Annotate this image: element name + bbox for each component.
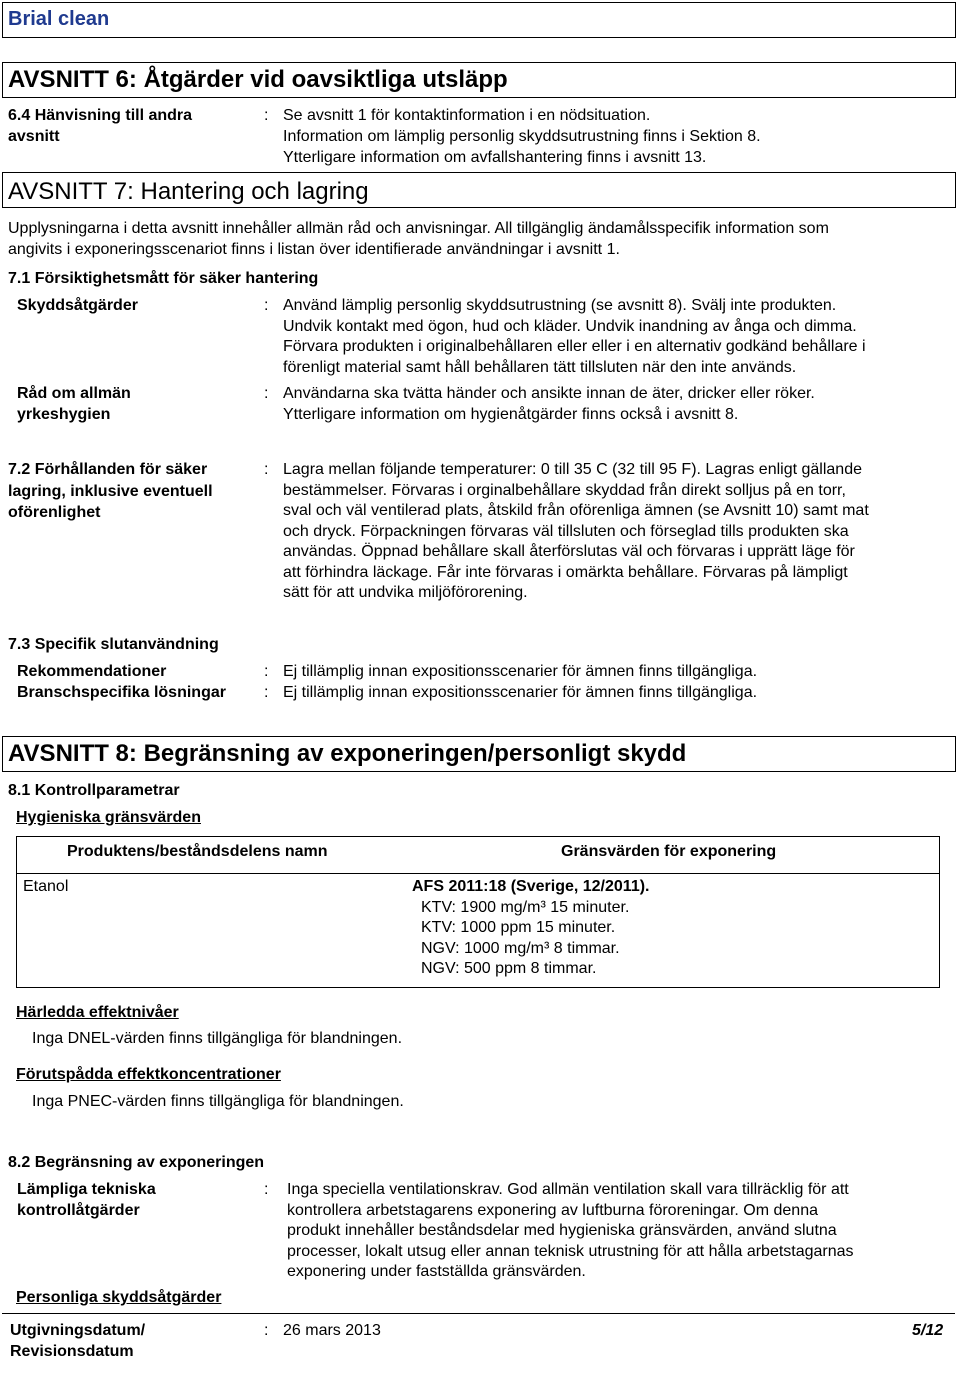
s6-ref-label-2: avsnitt	[8, 128, 60, 145]
pnec-heading: Förutspådda effektkoncentrationer	[16, 1066, 281, 1083]
footer-date-label-1: Utgivningsdatum/	[10, 1322, 146, 1339]
pers-heading: Personliga skyddsåtgärder	[16, 1289, 222, 1306]
product-name: Brial clean	[8, 8, 110, 30]
tek-label-1: Lämpliga tekniska	[17, 1181, 156, 1198]
tek-line-3: produkt innehåller beståndsdelar med hygieniska gränsvärden, använd slutna	[287, 1222, 837, 1239]
rad-line-1: Användarna ska tvätta händer och ansikte innan de äter, dricker eller röker.	[283, 385, 815, 402]
skydd-line-2: Undvik kontakt med ögon, hud och kläder. Undvik inandning av ånga och dimma.	[283, 318, 857, 335]
rek-value: Ej tillämplig innan expositionsscenarier för ämnen finns tillgängliga.	[283, 663, 758, 680]
h72-line-4: och dryck. Förpackningen förvaras väl tillsluten och förseglad tills produkten ska	[283, 523, 849, 540]
footer-divider	[2, 1313, 955, 1314]
limit-table	[16, 836, 940, 988]
rek-label: Rekommendationer	[17, 663, 167, 680]
pnec-text: Inga PNEC-värden finns tillgängliga för blandningen.	[32, 1093, 404, 1110]
h72-line-7: sätt för att undvika miljöförorening.	[283, 584, 528, 601]
rad-label-2: yrkeshygien	[17, 406, 111, 423]
skydd-line-3: Förvara produkten i originalbehållaren eller eller i en alternativ godkänd behållare i	[283, 338, 866, 355]
table-col1-header: Produktens/beståndsdelens namn	[67, 843, 328, 860]
h72-line-2: bestämmelser. Förvaras i orginalbehållare skyddad från direkt solljus på en torr,	[283, 482, 846, 499]
table-col2-header: Gränsvärden för exponering	[561, 843, 777, 860]
h82-heading: 8.2 Begränsning av exponeringen	[8, 1154, 265, 1171]
h72-line-5: användas. Öppnad behållare skall återförslutas väl och förvaras i upprätt läge för	[283, 543, 855, 560]
tek-line-4: processer, lokalt utsug eller annan teknisk utrustning för att hålla arbetstagarnas	[287, 1243, 854, 1260]
rad-line-2: Ytterligare information om hygienåtgärder finns också i avsnitt 8.	[283, 406, 739, 423]
bransch-value: Ej tillämplig innan expositionsscenarier för ämnen finns tillgängliga.	[283, 684, 758, 701]
s6-ref-line-2: Information om lämplig personlig skyddsutrustning finns i Sektion 8.	[283, 128, 761, 145]
colon: :	[264, 663, 269, 680]
h72-line-6: att förhindra läckage. Får inte förvaras i omärkta behållare. Förvaras på lämpligt	[283, 564, 848, 581]
h72-label-2: lagring, inklusive eventuell	[8, 483, 213, 500]
h72-line-1: Lagra mellan följande temperaturer: 0 till 35 C (32 till 95 F). Lagras enligt gällande	[283, 461, 862, 478]
s7-intro-1: Upplysningarna i detta avsnitt innehåller allmän råd och anvisningar. All tillgänglig ändamålsspecifik information som	[8, 220, 829, 237]
skydd-label: Skyddsåtgärder	[17, 297, 138, 314]
colon: :	[264, 461, 269, 478]
table-row-line-5: NGV: 500 ppm 8 timmar.	[421, 960, 597, 977]
h72-line-3: sval och väl ventilerad plats, åtskild från oförenliga ämnen (se Avsnitt 10) samt mat	[283, 502, 869, 519]
section-7-title: AVSNITT 7: Hantering och lagring	[8, 178, 369, 205]
bransch-label: Branschspecifika lösningar	[17, 684, 226, 701]
colon: :	[264, 297, 269, 314]
h81-heading: 8.1 Kontrollparametrar	[8, 782, 180, 799]
s6-ref-label-1: 6.4 Hänvisning till andra	[8, 107, 193, 124]
section-6-title: AVSNITT 6: Åtgärder vid oavsiktliga utsläpp	[8, 66, 508, 93]
colon: :	[264, 1322, 269, 1339]
page-number: 5/12	[912, 1322, 944, 1339]
dnel-heading: Härledda effektnivåer	[16, 1004, 179, 1021]
s7-intro-2: angivits i exponeringsscenariot finns i listan över identifierade användningar i avsnitt 1.	[8, 241, 620, 258]
skydd-line-1: Använd lämplig personlig skyddsutrustning (se avsnitt 8). Svälj inte produkten.	[283, 297, 837, 314]
h72-label-1: 7.2 Förhållanden för säker	[8, 461, 208, 478]
header-bar	[2, 2, 956, 38]
table-row-line-2: KTV: 1900 mg/m³ 15 minuter.	[421, 899, 630, 916]
section-8-title: AVSNITT 8: Begränsning av exponeringen/personligt skydd	[8, 740, 687, 767]
tek-label-2: kontrollåtgärder	[17, 1202, 140, 1219]
table-row-line-4: NGV: 1000 mg/m³ 8 timmar.	[421, 940, 620, 957]
colon: :	[264, 1181, 269, 1198]
h72-label-3: oförenlighet	[8, 504, 101, 521]
footer-date-label-2: Revisionsdatum	[10, 1343, 134, 1360]
dnel-text: Inga DNEL-värden finns tillgängliga för blandningen.	[32, 1030, 403, 1047]
colon: :	[264, 684, 269, 701]
tek-line-1: Inga speciella ventilationskrav. God allmän ventilation skall vara tillräcklig för att	[287, 1181, 849, 1198]
h71-heading: 7.1 Försiktighetsmått för säker hantering	[8, 270, 319, 287]
colon: :	[264, 107, 269, 124]
tek-line-5: exponering under fastställda gränsvärden.	[287, 1263, 586, 1280]
footer-date-value: 26 mars 2013	[283, 1322, 381, 1339]
colon: :	[264, 385, 269, 402]
s6-ref-line-1: Se avsnitt 1 för kontaktinformation i en nödsituation.	[283, 107, 651, 124]
rad-label-1: Råd om allmän	[17, 385, 131, 402]
table-header-divider	[17, 873, 939, 874]
table-row-line-3: KTV: 1000 ppm 15 minuter.	[421, 919, 616, 936]
hyg-heading: Hygieniska gränsvärden	[16, 809, 201, 826]
skydd-line-4: förenligt material samt håll behållaren tätt tillsluten när den inte används.	[283, 359, 797, 376]
s6-ref-line-3: Ytterligare information om avfallshantering finns i avsnitt 13.	[283, 149, 707, 166]
tek-line-2: kontrollera arbetstagarens exponering av luftburna föroreningar. Om denna	[287, 1202, 818, 1219]
table-row-line-1: AFS 2011:18 (Sverige, 12/2011).	[412, 878, 650, 895]
h73-heading: 7.3 Specifik slutanvändning	[8, 636, 219, 653]
table-row-name: Etanol	[23, 878, 69, 895]
